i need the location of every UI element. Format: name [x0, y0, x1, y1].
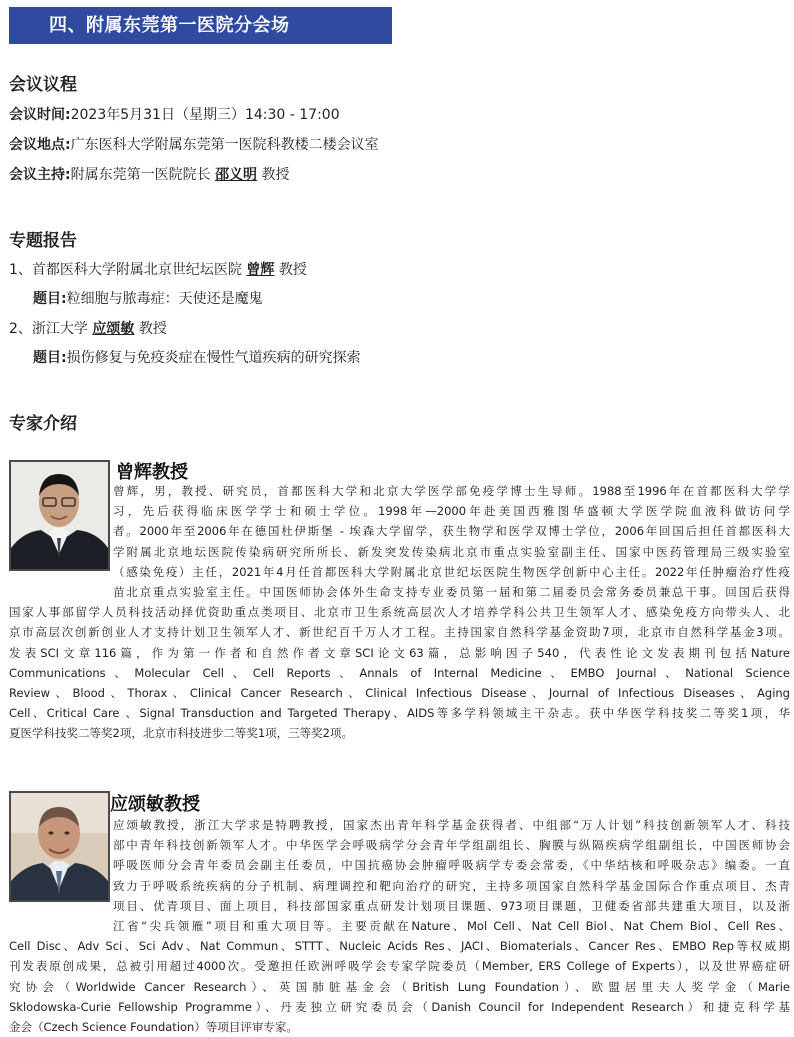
agenda-heading: 会议议程: [9, 75, 77, 95]
experts-heading: 专家介绍: [9, 414, 77, 434]
expert-name-zeng: 曾辉教授: [116, 462, 188, 483]
bio-line: 呼吸医师分会青年委员会副主任委员，中国抗癌协会肿瘤呼吸病学专委会常委，《中华结核和呼吸杂志》编委。一直: [113, 858, 790, 873]
bio-line: 项目、优青项目、面上项目，科技部国家重点研发计划项目课题、973项目课题，卫健委省部共建重大项目，以及浙: [113, 898, 790, 913]
bio-line: 应颂敏教授，浙江大学求是特聘教授，国家杰出青年科学基金获得者、中组部“万人计划”科技创新领军人才、科技: [113, 818, 790, 832]
bio-line: 苗北京重点实验室主任。中国医师协会体外生命支持专业委员第一届和第二届委员会常务委员兼总干事。回国后获得: [113, 584, 790, 599]
bio-line: Review、Blood、Thorax、Clinical Cancer Research、Clinical Infectious Disease、Journal of Infectious Diseases、Aging: [9, 685, 790, 700]
expert-bio-ying: [9, 815, 790, 1037]
bio-line: 究协会（Worldwide Cancer Research）、英国肺脏基金会（British Lung Foundation）、欧盟居里夫人奖学金（Marie: [9, 979, 790, 994]
expert-bio-zeng: [9, 481, 790, 743]
section-banner: 四、附属东莞第一医院分会场: [9, 7, 392, 44]
bio-line: Cell、Critical Care 、Signal Transduction and Targeted Therapy、AIDS等多学科领域主干杂志。获中华医学科技奖二等奖1项，华: [9, 706, 790, 721]
report-topic-2: 题目:损伤修复与免疫炎症在慢性气道疾病的研究探索: [33, 350, 361, 366]
reports-heading: 专题报告: [9, 231, 77, 251]
report-topic-1: 题目:粒细胞与脓毒症：天使还是魔鬼: [33, 291, 263, 307]
bio-line: 致力于呼吸系统疾病的分子机制、病理调控和靶向治疗的研究，主持多项国家自然科学基金国际合作重点项目、杰青: [113, 878, 790, 893]
meeting-host: 会议主持:附属东莞第一医院院长 邵义明 教授: [9, 167, 290, 183]
report-item-1: 1、首都医科大学附属北京世纪坛医院 曾辉 教授: [9, 262, 307, 278]
bio-line: Communications、Molecular Cell、Cell Reports、Annals of Internal Medicine、EMBO Journal、National Science: [9, 665, 790, 680]
bio-line: 曾辉，男，教授、研究员，首都医科大学和北京大学医学部免疫学博士生导师。1988至1996年在首都医科大学学: [113, 484, 790, 498]
bio-line: 发表SCI文章116篇，作为第一作者和自然作者文章SCI论文63篇，总影响因子540，代表性论文发表期刊包括Nature: [9, 645, 790, 660]
bio-line: 习，先后获得临床医学学士和硕士学位。1998年—2000年赴美国西雅图华盛顿大学医学院血液科做访问学: [113, 504, 790, 519]
bio-line: 江省“尖兵领雁”项目和重大项目等。主要贡献在Nature、Mol Cell、Nat Cell Biol、Nat Chem Biol、Cell Res、: [113, 918, 790, 933]
bio-line: （感染免疫）主任，2021年4月任首都医科大学附属北京世纪坛医院生物医学创新中心主任。2022年任肿瘤治疗性疫: [113, 564, 790, 579]
bio-line: 夏医学科技奖二等奖2项，北京市科技进步二等奖1项，三等奖2项。: [9, 726, 353, 741]
bio-line: 部中青年科技创新领军人才。中华医学会呼吸病学分会青年学组副组长、胸膜与纵隔疾病学组副组长，中国医师协会: [113, 838, 790, 853]
bio-line: 刊发表原创成果，总被引用超过4000次。受邀担任欧洲呼吸学会专家学院委员（Member, ERS College of Experts），以及世界癌症研: [9, 959, 790, 974]
bio-line: 金会（Czech Science Foundation）等项目评审专家。: [9, 1019, 298, 1034]
bio-line: Cell Disc、Adv Sci、Sci Adv、Nat Commun、STTT、Nucleic Acids Res、JACI、Biomaterials、Cancer Res、EMBO Rep等权威期: [9, 939, 790, 954]
report-item-2: 2、浙江大学 应颂敏 教授: [9, 321, 167, 337]
bio-line: 国家人事部留学人员科技活动择优资助重点类项目、北京市卫生系统高层次人才培养学科公共卫生领军人才、感染免疫方向带头人、北: [9, 605, 790, 620]
bio-line: 学附属北京地坛医院传染病研究所所长、新发突发传染病北京市重点实验室副主任、国家中医药管理局三级实验室: [113, 544, 790, 559]
expert-name-ying: 应颂敏教授: [110, 794, 200, 815]
meeting-place: 会议地点:广东医科大学附属东莞第一医院科教楼二楼会议室: [9, 137, 379, 153]
meeting-time: 会议时间:2023年5月31日（星期三）14:30 - 17:00: [9, 107, 340, 123]
bio-line: Sklodowska-Curie Fellowship Programme）、丹麦独立研究委员会（Danish Council for Independent Research）和捷克科学基: [9, 999, 790, 1014]
bio-line: 者。2000年至2006年在德国杜伊斯堡 - 埃森大学留学，获生物学和医学双博士学位，2006年回国后担任首都医科大: [113, 524, 790, 539]
bio-line: 京市高层次创新创业人才支持计划卫生领军人才、新世纪百千万人才工程。主持国家自然科学基金资助7项，北京市自然科学基金3项。: [9, 625, 790, 640]
